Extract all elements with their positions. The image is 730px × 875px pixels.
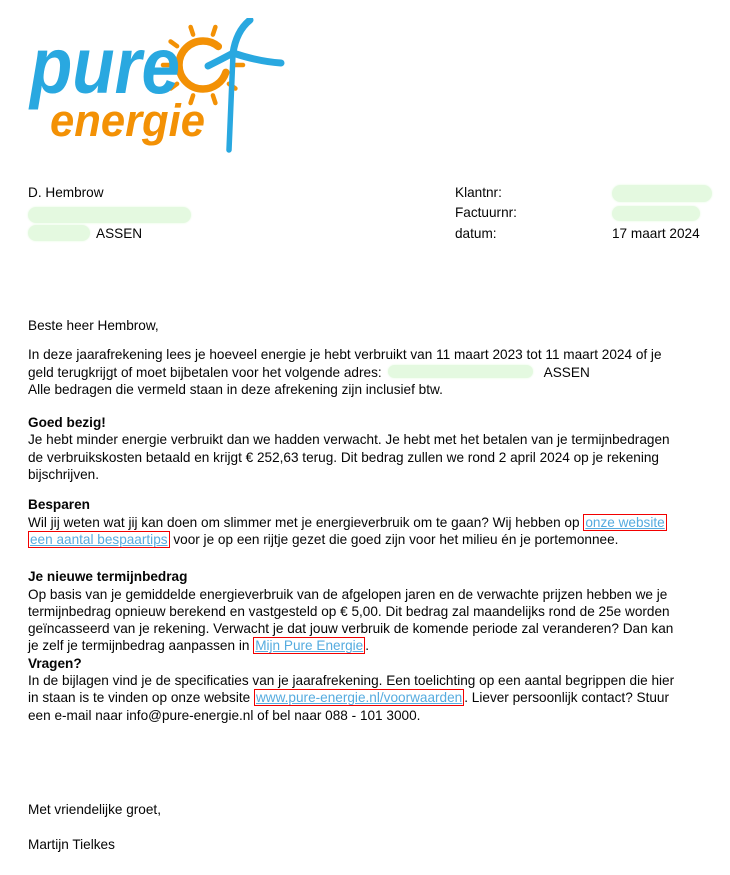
termijnbedrag-line2: termijnbedrag opnieuw berekend en vastgesteld op € 5,00. Dit bedrag zal maandelijks rond de 25e worden	[28, 603, 670, 619]
intro-line1: In deze jaarafrekening lees je hoeveel energie je hebt verbruikt van 11 maart 2023 tot 11 maart 2024 of je	[28, 347, 662, 363]
bespaartips-link-part1[interactable]: onze website	[585, 514, 665, 530]
goed-bezig-line3: bijschrijven.	[28, 467, 100, 483]
bespaartips-link-part2[interactable]: een aantal bespaartips	[30, 531, 168, 547]
invoice-meta-block	[455, 185, 712, 246]
besparen-heading: Besparen	[28, 497, 90, 513]
goed-bezig-heading: Goed bezig!	[28, 415, 106, 431]
goed-bezig-line1: Je hebt minder energie verbruikt dan we hadden verwacht. Je hebt met het betalen van je termijnbedragen	[28, 432, 670, 448]
besparen-line1	[28, 514, 674, 531]
vragen-line3: een e-mail naar info@pure-energie.nl of bel naar 088 - 101 3000.	[28, 707, 421, 723]
besparen-line2	[28, 531, 674, 548]
voorwaarden-link[interactable]: www.pure-energie.nl/voorwaarden	[255, 690, 463, 706]
intro-paragraph	[28, 346, 674, 398]
greeting: Beste heer Hembrow,	[28, 318, 159, 333]
redacted-street	[28, 207, 191, 223]
redacted-address-inline	[388, 365, 533, 378]
klantnr-label: Klantnr:	[455, 185, 502, 200]
termijnbedrag-section	[28, 568, 674, 654]
intro-line2-city: ASSEN	[543, 364, 590, 380]
vragen-line2-text: in staan is te vinden op onze website	[28, 690, 254, 706]
closing-block	[28, 801, 674, 854]
factuurnr-label: Factuurnr:	[455, 205, 517, 221]
termijnbedrag-line4-text: je zelf je termijnbedrag aanpassen in	[28, 638, 254, 654]
signature-name: Martijn Tielkes	[28, 837, 115, 853]
termijnbedrag-line4	[28, 637, 674, 654]
mijn-pure-energie-link[interactable]: Mijn Pure Energie	[255, 638, 364, 654]
vragen-line2-post: . Liever persoonlijk contact? Stuur	[464, 690, 670, 706]
meta-row-factuurnr	[455, 205, 712, 225]
letter-body	[28, 317, 674, 854]
meta-row-klantnr	[455, 185, 712, 205]
redacted-postcode	[28, 225, 90, 241]
vragen-heading: Vragen?	[28, 655, 82, 671]
recipient-address-block	[28, 185, 191, 245]
goed-bezig-line2: de verbruikskosten betaald en krijgt € 252,63 terug. Dit bedrag zullen we rond 2 april 2024 op je rekening	[28, 449, 659, 465]
closing-salutation: Met vriendelijke groet,	[28, 801, 161, 817]
termijnbedrag-heading: Je nieuwe termijnbedrag	[28, 569, 188, 585]
logo-word-energie: energie	[50, 95, 205, 146]
termijnbedrag-line4-period: .	[365, 638, 370, 654]
termijnbedrag-line3: geïncasseerd van je rekening. Verwacht je dat jouw verbruik de komende periode zal veranderen? Dan kan	[28, 621, 674, 637]
termijnbedrag-line1: Op basis van je gemiddelde energieverbruik van de afgelopen jaren en de verwachte prijzen hebben we je	[28, 586, 668, 602]
datum-value: 17 maart 2024	[612, 225, 700, 241]
vragen-line2	[28, 689, 674, 706]
besparen-section	[28, 496, 674, 548]
recipient-name: D. Hembrow	[28, 185, 104, 200]
datum-label: datum:	[455, 225, 497, 241]
besparen-line1-text: Wil jij weten wat jij kan doen om slimmer met je energieverbruik om te gaan? Wij hebben op	[28, 514, 584, 530]
vragen-line1: In de bijlagen vind je de specificaties van je jaarafrekening. Een toelichting op een aantal begrippen die hier	[28, 673, 675, 689]
vragen-section	[28, 655, 674, 724]
besparen-line2-text: voor je op een rijtje gezet die goed zijn voor het milieu én je portemonnee.	[169, 531, 619, 547]
meta-row-datum	[455, 226, 712, 246]
pure-energie-logo	[28, 18, 286, 154]
redacted-klantnr-value	[612, 185, 712, 202]
intro-line2-text: geld terugkrijgt of moet bijbetalen voor het volgende adres:	[28, 364, 382, 380]
intro-line3: Alle bedragen die vermeld staan in deze afrekening zijn inclusief btw.	[28, 381, 443, 397]
logo-word-pure: pure	[28, 21, 181, 110]
redacted-factuurnr-value	[612, 206, 700, 221]
goed-bezig-section	[28, 414, 674, 483]
recipient-city: ASSEN	[96, 226, 143, 241]
intro-line2	[28, 364, 674, 381]
